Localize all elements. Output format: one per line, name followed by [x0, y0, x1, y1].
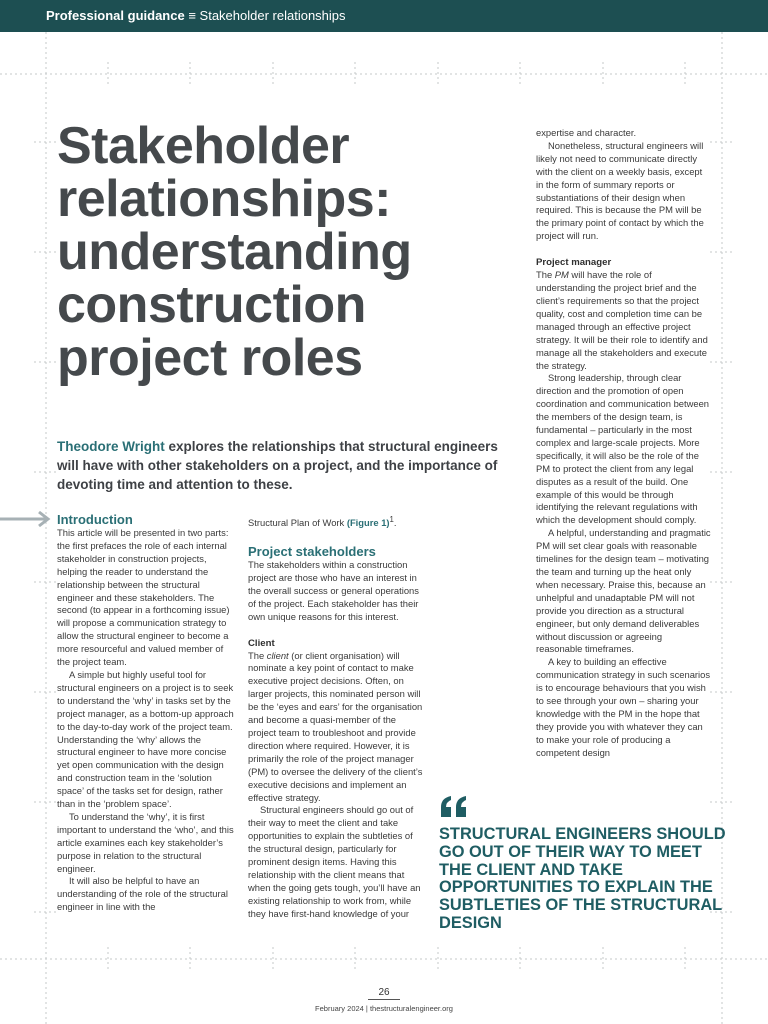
figure-1-reference[interactable]: (Figure 1): [346, 517, 390, 529]
column-1: [57, 512, 235, 914]
project-manager-heading: Project manager: [536, 257, 612, 269]
section-label: Professional guidance: [46, 8, 185, 23]
section-header-bar: [0, 0, 768, 32]
website-link[interactable]: thestructuralengineer.org: [369, 1004, 453, 1013]
stakeholders-paragraph: The stakeholders within a construction project are those who have an interest in the overall success or general operations of the project. Each stakeholder has their own unique reasons for this interest.: [248, 559, 419, 622]
pull-quote: STRUCTURAL ENGINEERS SHOULD GO OUT OF THEIR WAY TO MEET THE CLIENT AND TAKE OPPORTUNITIES TO EXPLAIN THE SUBTLETIES OF THE STRUCTURAL DESIGN: [439, 825, 726, 932]
client-p1-emphasis: client: [266, 649, 289, 661]
pm-paragraph-3: A helpful, understanding and pragmatic PM will set clear goals with reasonable timelines for the design team – motivating the team and turning up the heat only when necessary. Praise this, because an unhelpful and unadaptable PM will not provide you direction as a structural engineer, but only demand deliverables without discussion or agreeing reasonable timeframes.: [536, 527, 711, 655]
standfirst-text: explores the relationships that structural engineers will have with other stakeholders on a project, and the importance of devoting time and attention to these.: [57, 439, 498, 492]
intro-paragraph-1: This article will be presented in two parts: the first prefaces the role of each internal stakeholder in construction projects, helping the reader to understand the relationship between the structural engineer and these stakeholders. The second (to appear in a forthcoming issue) will propose a communication strategy to allow the structural engineer to become a more resourceful and valued member of the project team.: [57, 527, 230, 668]
client-paragraph-2: Structural engineers should go out of their way to meet the client and take opportunities to explain the subtleties of the structural design, particularly for prominent design items. Having this relationship with the client means that when the going gets tough, you’ll have an existing relationship to work from, while they have first-hand knowledge of your: [248, 804, 421, 919]
col3-continuation: expertise and character.: [536, 127, 637, 138]
plan-of-work-text: Structural Plan of Work: [248, 517, 347, 529]
column-3: [536, 127, 711, 760]
pm-p1-rest: will have the role of understanding the project brief and the client’s requirements so that the project quality, cost and completion time can be managed through an effective project strategy. It will be their role to identify and manage all the stakeholders and execute the strategy.: [536, 269, 708, 371]
author-name: Theodore Wright: [57, 439, 165, 454]
pm-paragraph-2: Strong leadership, through clear direction and the promotion of open coordination and communication between the members of the design team, is fundamental – particularly in the most complex and large-scale projects. More specifically, it will also be the role of the PM to protect the client from any legal disputes as a result of the build. One example of this would be through identifying the relevant regulations with which the development should comply.: [536, 372, 710, 526]
quote-mark-icon: [439, 795, 469, 819]
pm-paragraph-1: [536, 269, 711, 372]
intro-paragraph-3: To understand the ‘why’, it is first important to understand the ‘who’, and this article examines each key stakeholder’s purpose in relation to the structural engineer.: [57, 810, 234, 874]
footnote-marker: 1: [389, 515, 394, 524]
nonetheless-paragraph: Nonetheless, structural engineers will likely not need to communicate directly with the client on a weekly basis, except in the form of summary reports or substantiations of their design when required. This is because the PM will be the primary point of contact by which the project will run.: [536, 139, 704, 242]
pm-p1-emphasis: PM: [554, 269, 569, 281]
client-paragraph-1: [248, 650, 426, 805]
pm-paragraph-4: A key to building an effective communication strategy in such scenarios is to encourage behaviours that you wish to see through your own – sharing your knowledge with the PM in the hope that they provide you with whatever they can to make your role of producing a competent design: [536, 656, 711, 758]
project-stakeholders-heading: Project stakeholders: [248, 544, 376, 560]
menu-separator-icon: ≡: [188, 8, 196, 23]
topic-label: Stakeholder relationships: [199, 8, 346, 23]
client-p1-rest: (or client organisation) will nominate a key point of contact to make executive project decisions. Often, on larger projects, this nominated person will be the ‘eyes and ears’ for the organisation and become a quasi-member of the project team to troubleshoot and provide direction where required. However, it is primarily the role of the project manager (PM) to oversee the delivery of the client’s executive decisions and implement an effective strategy.: [248, 649, 423, 803]
pm-p1-prefix: The: [536, 269, 555, 281]
client-p1-prefix: The: [248, 649, 267, 661]
standfirst: [57, 437, 507, 494]
client-heading: Client: [248, 637, 275, 649]
article-title: Stakeholder relationships: understanding construction project roles: [57, 117, 412, 387]
plan-of-work-line: [248, 514, 426, 530]
plan-of-work-tail: .: [393, 517, 397, 529]
page-number: 26: [368, 987, 400, 1000]
introduction-heading: Introduction: [57, 512, 133, 527]
issue-date: February 2024: [315, 1004, 364, 1013]
footer-divider: |: [365, 1004, 368, 1013]
intro-paragraph-4: It will also be helpful to have an understanding of the role of the structural engineer in line with the: [57, 875, 228, 913]
column-2: [248, 514, 426, 921]
arrow-right-icon: [0, 509, 56, 529]
intro-paragraph-2: A simple but highly useful tool for structural engineers on a project is to seek to understand the ‘why’ in tasks set by the project manager, as a bottom-up approach to the day-to-day work of the project team. Understanding the ‘why’ allows the structural engineer to have more concise yet open communication with the design and construction team in the ‘solution space’ of the tasks set for design, rather than in the ‘problem space’.: [57, 668, 234, 810]
footer-folio: [0, 1004, 768, 1013]
